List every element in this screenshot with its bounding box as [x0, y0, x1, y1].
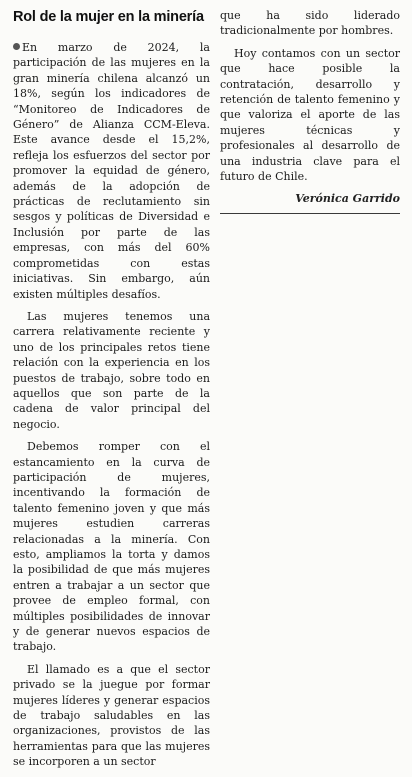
- article-column-right: [220, 8, 400, 214]
- article-paragraph-1: [13, 40, 210, 302]
- article-paragraph-4: El llamado es a que el sector privado se la juegue por formar mujeres líderes y generar espacios de trabajo saludables en las organizaciones, provistos de las herramientas para que las mujeres se incorporen a un sector: [13, 662, 210, 769]
- paragraph-1-text: En marzo de 2024, la participación de las mujeres en la gran minería chilena alcanzó un 18%, según los indicadores de “Monitoreo de Indicadores de Género” de Alianza CCM-Eleva. Este avance desde el 15,2%, refleja los esfuerzos del sector por promover la equidad de género, además de la adopción de prácticas de reclutamiento sin sesgos y políticas de Diversidad e Inclusión por parte de las empresas, con más del 60% comprometidas con estas iniciativas. Sin embargo, aún existen múltiples desafíos.: [13, 41, 210, 301]
- article-paragraph-4-continued: que ha sido liderado tradicionalmente por hombres.: [220, 9, 400, 38]
- divider-rule: [220, 213, 400, 214]
- article-paragraph-3: Debemos romper con el estancamiento en la curva de participación de mujeres, incentivando la formación de talento femenino joven y que más mujeres estudien carreras relacionadas a la minería. Con esto, ampliamos la torta y damos la posibilidad de que más mujeres entren a trabajar a un sector que provee de empleo formal, con múltiples posibilidades de innovar y de generar nuevos espacios de trabajo.: [13, 440, 210, 654]
- author-signature: Verónica Garrido: [295, 192, 400, 206]
- article-paragraph-2: Las mujeres tenemos una carrera relativamente reciente y uno de los principales retos tiene relación con la experiencia en los puestos de trabajo, sobre todo en aquellos que son parte de la cadena de valor principal del negocio.: [13, 309, 210, 431]
- article-paragraph-5: Hoy contamos con un sector que hace posible la contratación, desarrollo y retención de talento femenino y que valoriza el aporte de las mujeres técnicas y profesionales al desarrollo de una industria clave para el futuro de Chile.: [220, 46, 400, 184]
- article-headline: Rol de la mujer en la minería: [13, 9, 204, 25]
- bullet-icon: [13, 43, 20, 50]
- article-column-left: [13, 40, 210, 777]
